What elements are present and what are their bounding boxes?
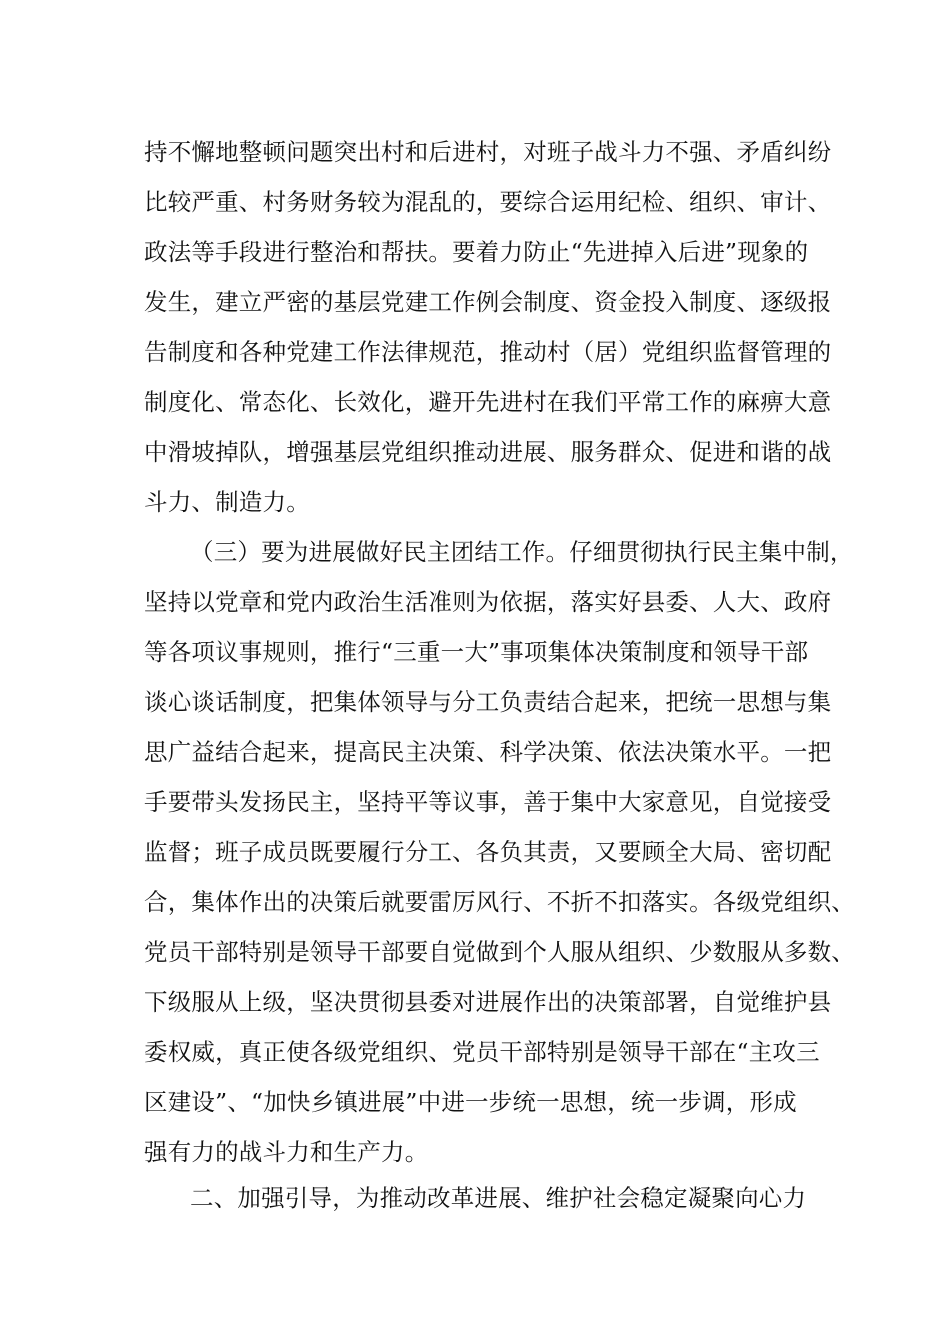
text-line: 斗力、制造力。	[144, 488, 310, 516]
text-line: 中滑坡掉队，增强基层党组织推动进展、服务群众、促进和谐的战	[144, 438, 832, 466]
section-heading-text: 二、加强引导，为推动改革进展、维护社会稳定凝聚向心力	[190, 1184, 807, 1212]
text-line: 持不懈地整顿问题突出村和后进村，对班子战斗力不强、矛盾纠纷	[144, 138, 832, 166]
paragraph-village-rectification	[144, 127, 834, 527]
text-line: 政法等手段进行整治和帮扶。要着力防止“先进掉入后进”现象的	[144, 238, 809, 266]
text-line: 谈心谈话制度，把集体领导与分工负责结合起来，把统一思想与集	[144, 688, 832, 716]
text-line: 监督；班子成员既要履行分工、各负其责，又要顾全大局、密切配	[144, 838, 832, 866]
text-line: 制度化、常态化、长效化，避开先进村在我们平常工作的麻痹大意	[144, 388, 832, 416]
text-line: 强有力的战斗力和生产力。	[144, 1138, 429, 1166]
text-line: 思广益结合起来，提高民主决策、科学决策、依法决策水平。一把	[144, 738, 832, 766]
text-line: 党员干部特别是领导干部要自觉做到个人服从组织、少数服从多数、	[144, 938, 855, 966]
text-line: （三）要为进展做好民主团结工作。仔细贯彻执行民主集中制，	[190, 538, 854, 566]
text-line: 区建设”、“加快乡镇进展”中进一步统一思想，统一步调，形成	[144, 1088, 797, 1116]
text-line: 手要带头发扬民主，坚持平等议事，善于集中大家意见，自觉接受	[144, 788, 832, 816]
text-line: 发生，建立严密的基层党建工作例会制度、资金投入制度、逐级报	[144, 288, 832, 316]
paragraph-democratic-unity	[144, 527, 855, 1177]
text-line: 合，集体作出的决策后就要雷厉风行、不折不扣落实。各级党组织、	[144, 888, 855, 916]
text-line: 坚持以党章和党内政治生活准则为依据，落实好县委、人大、政府	[144, 588, 832, 616]
text-line: 比较严重、村务财务较为混乱的，要综合运用纪检、组织、审计、	[144, 188, 832, 216]
text-line: 等各项议事规则，推行“三重一大”事项集体决策制度和领导干部	[144, 638, 809, 666]
text-line: 下级服从上级，坚决贯彻县委对进展作出的决策部署，自觉维护县	[144, 988, 832, 1016]
text-line: 委权威，真正使各级党组织、党员干部特别是领导干部在“主攻三	[144, 1038, 820, 1066]
text-line: 告制度和各种党建工作法律规范，推动村（居）党组织监督管理的	[144, 338, 832, 366]
section-heading	[144, 1173, 834, 1223]
